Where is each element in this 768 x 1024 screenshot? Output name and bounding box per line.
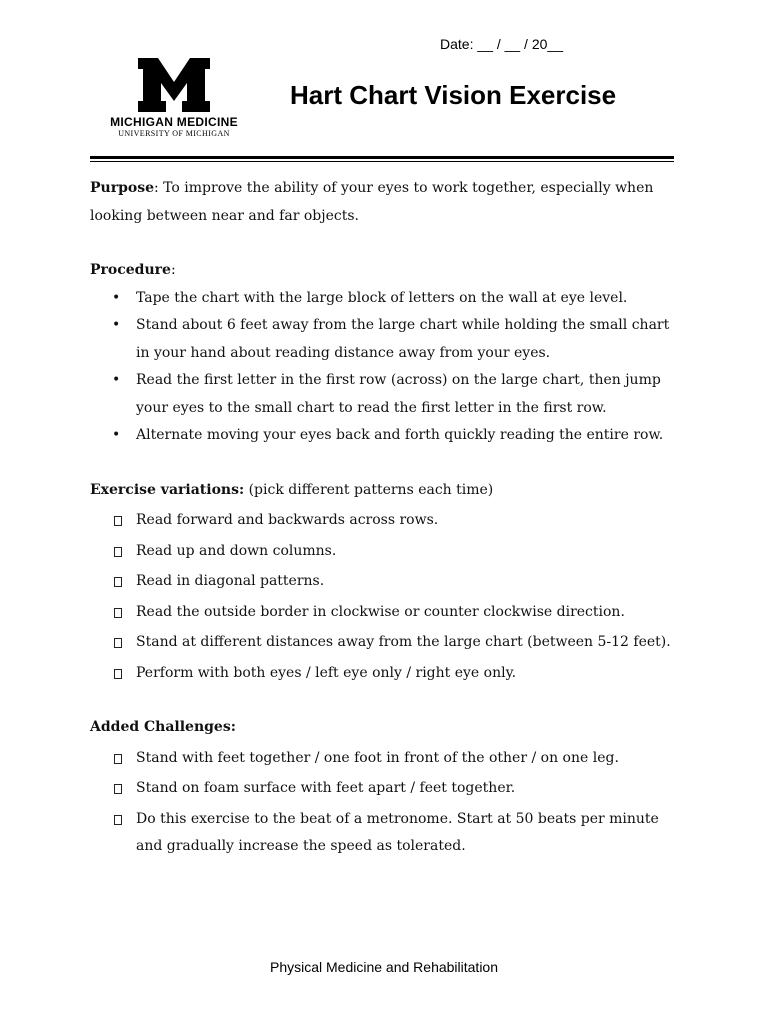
bullet-icon: • <box>112 427 121 443</box>
list-item: Read the outside border in clockwise or counter clockwise direction. <box>90 599 680 627</box>
list-item: • Alternate moving your eyes back and forth quickly reading the entire row. <box>90 422 680 450</box>
checkbox-icon <box>114 815 122 825</box>
checkbox-icon <box>114 577 122 587</box>
list-item: • Tape the chart with the large block of letters on the wall at eye level. <box>90 285 680 313</box>
logo-subtitle: UNIVERSITY OF MICHIGAN <box>118 129 230 138</box>
date-field: Date: __ / __ / 20__ <box>440 36 563 52</box>
list-item: Stand with feet together / one foot in front of the other / on one leg. <box>90 745 680 773</box>
list-item: Do this exercise to the beat of a metronome. Start at 50 beats per minute and gradually increase the speed as tolerated. <box>90 806 680 861</box>
challenges-heading: Added Challenges: <box>90 719 236 735</box>
list-item: • Read the first letter in the first row (across) on the large chart, then jump your eyes to the small chart to read the first letter in the first row. <box>90 367 680 422</box>
checkbox-icon <box>114 608 122 618</box>
list-item: Read up and down columns. <box>90 538 680 566</box>
checkbox-icon <box>114 754 122 764</box>
page-footer: Physical Medicine and Rehabilitation <box>269 959 499 975</box>
list-item: Stand on foam surface with feet apart / feet together. <box>90 775 680 803</box>
block-m-icon <box>136 58 212 112</box>
checkbox-icon <box>114 638 122 648</box>
checkbox-icon <box>114 516 122 526</box>
list-item: • Stand about 6 feet away from the large chart while holding the small chart in your hand about reading distance away from your eyes. <box>90 312 680 367</box>
purpose-paragraph <box>90 175 680 230</box>
list-item: Read forward and backwards across rows. <box>90 507 680 535</box>
challenges-list <box>90 745 680 861</box>
checkbox-icon <box>114 547 122 557</box>
purpose-label: Purpose <box>90 180 154 196</box>
list-item: Perform with both eyes / left eye only / right eye only. <box>90 660 680 688</box>
michigan-medicine-logo <box>104 58 244 138</box>
list-item: Stand at different distances away from the large chart (between 5-12 feet). <box>90 629 680 657</box>
procedure-heading <box>90 257 680 285</box>
page-title: Hart Chart Vision Exercise <box>290 80 617 110</box>
logo-name: MICHIGAN MEDICINE <box>110 115 238 129</box>
bullet-icon: • <box>112 372 121 388</box>
variations-label: Exercise variations: <box>90 481 245 498</box>
variations-note: (pick different patterns each time) <box>244 481 494 498</box>
checkbox-icon <box>114 784 122 794</box>
procedure-label: Procedure <box>90 262 171 278</box>
list-item: Read in diagonal patterns. <box>90 568 680 596</box>
header-divider <box>90 156 674 159</box>
bullet-icon: • <box>112 289 121 306</box>
document-body <box>90 175 680 861</box>
checkbox-icon <box>114 669 122 679</box>
procedure-colon: : <box>170 262 176 278</box>
header-divider-thin <box>90 161 674 162</box>
variations-list <box>90 507 680 687</box>
variations-heading <box>90 477 680 505</box>
bullet-icon: • <box>112 317 121 333</box>
purpose-text: : To improve the ability of your eyes to work together, especially when looking between near and far objects. <box>90 180 654 224</box>
procedure-list <box>90 285 680 450</box>
